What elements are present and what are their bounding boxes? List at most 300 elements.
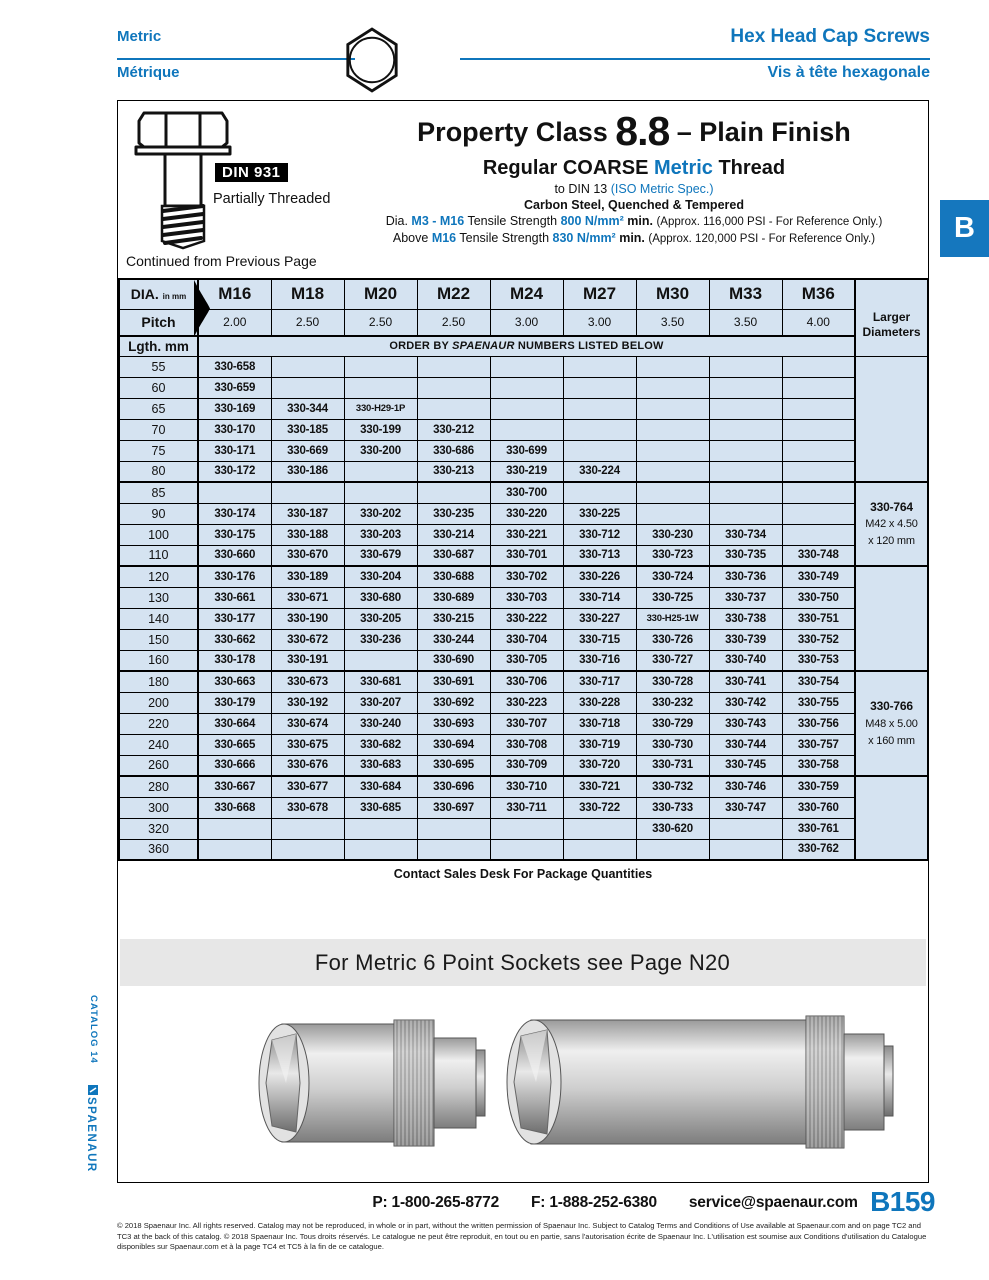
- part-number-cell: 330-709: [490, 755, 563, 776]
- empty-cell: [490, 398, 563, 419]
- part-number-cell: 330-726: [636, 629, 709, 650]
- part-number-cell: 330-175: [198, 524, 271, 545]
- product-heading: [330, 109, 938, 246]
- pitch-value: 3.00: [563, 309, 636, 336]
- empty-cell: [344, 377, 417, 398]
- header-metric-label: Metric: [117, 28, 162, 45]
- part-number-cell: 330-748: [782, 545, 855, 566]
- length-cell: 75: [119, 440, 198, 461]
- table-row: [119, 650, 928, 671]
- part-number-cell: 330-754: [782, 671, 855, 692]
- table-row: [119, 356, 928, 377]
- part-number-cell: 330-744: [709, 734, 782, 755]
- empty-cell: [636, 440, 709, 461]
- part-number-cell: 330-232: [636, 692, 709, 713]
- part-number-cell: 330-220: [490, 503, 563, 524]
- order-numbers-table: [118, 278, 929, 861]
- part-number-cell: 330-185: [271, 419, 344, 440]
- column-header: M30: [636, 279, 709, 309]
- length-cell: 320: [119, 818, 198, 839]
- part-number-cell: 330-701: [490, 545, 563, 566]
- part-number-cell: 330-689: [417, 587, 490, 608]
- empty-cell: [636, 461, 709, 482]
- empty-cell: [271, 482, 344, 503]
- length-cell: 300: [119, 797, 198, 818]
- column-header: M20: [344, 279, 417, 309]
- part-number-cell: 330-686: [417, 440, 490, 461]
- part-number-cell: 330-727: [636, 650, 709, 671]
- part-number-cell: 330-240: [344, 713, 417, 734]
- part-number-cell: 330-660: [198, 545, 271, 566]
- part-number-cell: 330-699: [490, 440, 563, 461]
- part-number-cell: 330-681: [344, 671, 417, 692]
- empty-cell: [271, 356, 344, 377]
- table-row: [119, 755, 928, 776]
- table-row: [119, 524, 928, 545]
- part-number-cell: 330-753: [782, 650, 855, 671]
- part-number-cell: 330-691: [417, 671, 490, 692]
- part-number-cell: 330-187: [271, 503, 344, 524]
- part-number-cell: 330-224: [563, 461, 636, 482]
- pitch-value: 3.00: [490, 309, 563, 336]
- table-row: [119, 377, 928, 398]
- heading-din13: to DIN 13 (ISO Metric Spec.): [554, 182, 714, 197]
- part-number-cell: 330-730: [636, 734, 709, 755]
- part-number-cell: 330-720: [563, 755, 636, 776]
- sockets-banner: [120, 939, 926, 986]
- pitch-value: 3.50: [636, 309, 709, 336]
- part-number-cell: 330-762: [782, 839, 855, 860]
- empty-cell: [490, 419, 563, 440]
- table-row: [119, 419, 928, 440]
- part-number-cell: 330-741: [709, 671, 782, 692]
- empty-cell: [709, 461, 782, 482]
- part-number-cell: 330-739: [709, 629, 782, 650]
- empty-cell: [709, 377, 782, 398]
- part-number-cell: 330-707: [490, 713, 563, 734]
- part-number-cell: 330-705: [490, 650, 563, 671]
- part-number-cell: 330-695: [417, 755, 490, 776]
- table-row: [119, 503, 928, 524]
- pitch-value: 3.50: [709, 309, 782, 336]
- empty-cell: [782, 524, 855, 545]
- order-by-note: ORDER BY SPAENAUR NUMBERS LISTED BELOW: [198, 336, 855, 356]
- empty-cell: [709, 440, 782, 461]
- part-number-cell: 330-664: [198, 713, 271, 734]
- fineprint-line: disponibles sur Spaenaur.com et à la page TC4 et TC5 à la fin de ce catalogue.: [117, 1242, 384, 1252]
- footer-phone: P: 1-800-265-8772: [372, 1194, 500, 1211]
- empty-cell: [636, 419, 709, 440]
- socket-image-short: [256, 1006, 488, 1166]
- part-number-cell: 330-684: [344, 776, 417, 797]
- empty-cell: [563, 818, 636, 839]
- part-number-cell: 330-170: [198, 419, 271, 440]
- length-cell: 120: [119, 566, 198, 587]
- part-number-cell: 330-740: [709, 650, 782, 671]
- empty-cell: [417, 818, 490, 839]
- empty-cell: [709, 356, 782, 377]
- bolt-illustration: [128, 107, 238, 258]
- part-number-cell: 330-759: [782, 776, 855, 797]
- empty-cell: [782, 482, 855, 503]
- part-number-cell: 330-752: [782, 629, 855, 650]
- part-number-cell: 330-742: [709, 692, 782, 713]
- pitch-value: 2.50: [344, 309, 417, 336]
- part-number-cell: 330-687: [417, 545, 490, 566]
- part-number-cell: 330-667: [198, 776, 271, 797]
- heading-title: Property Class 8.8 – Plain Finish: [417, 108, 851, 154]
- part-number-cell: 330-H25-1W: [636, 608, 709, 629]
- heading-thread: Regular COARSE Metric Thread: [482, 156, 786, 179]
- part-number-cell: 330-661: [198, 587, 271, 608]
- empty-cell: [636, 839, 709, 860]
- part-number-cell: 330-700: [490, 482, 563, 503]
- continued-note: Continued from Previous Page: [126, 253, 317, 269]
- part-number-cell: 330-670: [271, 545, 344, 566]
- table-row: [119, 608, 928, 629]
- length-cell: 100: [119, 524, 198, 545]
- table-row: [119, 566, 928, 587]
- column-header: M16: [198, 279, 271, 309]
- part-number-cell: 330-674: [271, 713, 344, 734]
- part-number-cell: 330-668: [198, 797, 271, 818]
- column-header: M18: [271, 279, 344, 309]
- part-number-cell: 330-693: [417, 713, 490, 734]
- part-number-cell: 330-737: [709, 587, 782, 608]
- part-number-cell: 330-172: [198, 461, 271, 482]
- part-number-cell: 330-189: [271, 566, 344, 587]
- empty-cell: [198, 482, 271, 503]
- empty-cell: [782, 398, 855, 419]
- part-number-cell: 330-750: [782, 587, 855, 608]
- heading-tensile-2: Above M16 Tensile Strength 830 N/mm² min. (Approx. 120,000 PSI - For Reference Only.): [392, 231, 876, 246]
- fineprint: [117, 1221, 930, 1253]
- table-row: [119, 713, 928, 734]
- empty-cell: [709, 419, 782, 440]
- part-number-cell: 330-174: [198, 503, 271, 524]
- part-number-cell: 330-227: [563, 608, 636, 629]
- part-number-cell: 330-203: [344, 524, 417, 545]
- part-number-cell: 330-733: [636, 797, 709, 818]
- heading-material: Carbon Steel, Quenched & Tempered: [524, 198, 744, 213]
- table-row: [119, 818, 928, 839]
- part-number-cell: 330-725: [636, 587, 709, 608]
- part-number-cell: 330-665: [198, 734, 271, 755]
- part-number-cell: 330-214: [417, 524, 490, 545]
- part-number-cell: 330-676: [271, 755, 344, 776]
- length-cell: 140: [119, 608, 198, 629]
- part-number-cell: 330-666: [198, 755, 271, 776]
- part-number-cell: 330-199: [344, 419, 417, 440]
- length-cell: 70: [119, 419, 198, 440]
- part-number-cell: 330-718: [563, 713, 636, 734]
- part-number-cell: 330-734: [709, 524, 782, 545]
- column-header: M27: [563, 279, 636, 309]
- table-row: [119, 398, 928, 419]
- pitch-value: 2.00: [198, 309, 271, 336]
- part-number-cell: 330-749: [782, 566, 855, 587]
- table-row: [119, 587, 928, 608]
- empty-cell: [490, 818, 563, 839]
- part-number-cell: 330-696: [417, 776, 490, 797]
- empty-cell: [563, 839, 636, 860]
- column-header: M24: [490, 279, 563, 309]
- empty-cell: [563, 440, 636, 461]
- larger-diameter-cell: [855, 356, 928, 482]
- part-number-cell: 330-732: [636, 776, 709, 797]
- table-row: [119, 839, 928, 860]
- part-number-cell: 330-738: [709, 608, 782, 629]
- empty-cell: [344, 482, 417, 503]
- part-number-cell: 330-225: [563, 503, 636, 524]
- footer-email: service@spaenaur.com: [688, 1194, 858, 1211]
- table-row: [119, 440, 928, 461]
- hex-bolt-head-icon: [343, 26, 401, 99]
- part-number-cell: 330-169: [198, 398, 271, 419]
- part-number-cell: 330-663: [198, 671, 271, 692]
- part-number-cell: 330-717: [563, 671, 636, 692]
- empty-cell: [782, 440, 855, 461]
- length-cell: 220: [119, 713, 198, 734]
- empty-cell: [417, 482, 490, 503]
- page-number: B159: [870, 1186, 935, 1217]
- empty-cell: [271, 818, 344, 839]
- heading-tensile-1: Dia. M3 - M16 Tensile Strength 800 N/mm² min. (Approx. 116,000 PSI - For Reference Only.): [385, 214, 883, 229]
- empty-cell: [271, 839, 344, 860]
- part-number-cell: 330-207: [344, 692, 417, 713]
- part-number-cell: 330-176: [198, 566, 271, 587]
- length-cell: 80: [119, 461, 198, 482]
- table-row: [119, 482, 928, 503]
- column-header: M22: [417, 279, 490, 309]
- property-class-value: 8.8: [615, 108, 670, 154]
- content-box: [117, 100, 929, 1183]
- part-number-cell: 330-205: [344, 608, 417, 629]
- empty-cell: [344, 818, 417, 839]
- part-number-cell: 330-200: [344, 440, 417, 461]
- part-number-cell: 330-244: [417, 629, 490, 650]
- empty-cell: [709, 482, 782, 503]
- table-row: [119, 671, 928, 692]
- part-number-cell: 330-745: [709, 755, 782, 776]
- header-metrique-label: Métrique: [117, 64, 180, 81]
- part-number-cell: 330-723: [636, 545, 709, 566]
- length-cell: 150: [119, 629, 198, 650]
- part-number-cell: 330-746: [709, 776, 782, 797]
- length-cell: 110: [119, 545, 198, 566]
- part-number-cell: 330-669: [271, 440, 344, 461]
- part-number-cell: 330-171: [198, 440, 271, 461]
- empty-cell: [490, 356, 563, 377]
- part-number-cell: 330-724: [636, 566, 709, 587]
- empty-cell: [490, 377, 563, 398]
- part-number-cell: 330-688: [417, 566, 490, 587]
- empty-cell: [563, 356, 636, 377]
- part-number-cell: 330-728: [636, 671, 709, 692]
- larger-diameter-cell: 330-766 M48 x 5.00 x 160 mm: [855, 671, 928, 776]
- part-number-cell: 330-678: [271, 797, 344, 818]
- table-row: [119, 461, 928, 482]
- part-number-cell: 330-186: [271, 461, 344, 482]
- part-number-cell: 330-714: [563, 587, 636, 608]
- part-number-cell: 330-190: [271, 608, 344, 629]
- part-number-cell: 330-192: [271, 692, 344, 713]
- part-number-cell: 330-620: [636, 818, 709, 839]
- larger-diameter-cell: [855, 776, 928, 860]
- empty-cell: [344, 461, 417, 482]
- contact-sales-note: Contact Sales Desk For Package Quantities: [393, 867, 653, 881]
- pitch-value: 2.50: [271, 309, 344, 336]
- part-number-cell: 330-188: [271, 524, 344, 545]
- part-number-cell: 330-H29-1P: [344, 398, 417, 419]
- larger-diameter-cell: [855, 566, 928, 671]
- section-tab-b: B: [940, 200, 989, 257]
- part-number-cell: 330-710: [490, 776, 563, 797]
- part-number-cell: 330-743: [709, 713, 782, 734]
- pitch-header-row: [119, 309, 928, 336]
- part-number-cell: 330-179: [198, 692, 271, 713]
- part-number-cell: 330-729: [636, 713, 709, 734]
- empty-cell: [782, 356, 855, 377]
- empty-cell: [782, 503, 855, 524]
- pitch-value: 4.00: [782, 309, 855, 336]
- part-number-cell: 330-758: [782, 755, 855, 776]
- empty-cell: [417, 398, 490, 419]
- part-number-cell: 330-219: [490, 461, 563, 482]
- part-number-cell: 330-715: [563, 629, 636, 650]
- part-number-cell: 330-658: [198, 356, 271, 377]
- part-number-cell: 330-675: [271, 734, 344, 755]
- empty-cell: [490, 839, 563, 860]
- fineprint-line: © 2018 Spaenaur Inc. All rights reserved. Catalog may not be reproduced, in whole or in part, without the written permission of Spaenaur Inc. Subject to Catalog Terms and Conditions of Use available at Spaenaur.com and on page TC2 and: [117, 1221, 921, 1230]
- part-number-cell: 330-230: [636, 524, 709, 545]
- order-by-row: [119, 336, 928, 356]
- header-rule-left: [117, 58, 355, 60]
- part-number-cell: 330-731: [636, 755, 709, 776]
- length-cell: 260: [119, 755, 198, 776]
- empty-cell: [563, 482, 636, 503]
- part-number-cell: 330-191: [271, 650, 344, 671]
- length-cell: 55: [119, 356, 198, 377]
- part-number-cell: 330-671: [271, 587, 344, 608]
- part-number-cell: 330-735: [709, 545, 782, 566]
- empty-cell: [417, 839, 490, 860]
- part-number-cell: 330-708: [490, 734, 563, 755]
- part-number-cell: 330-711: [490, 797, 563, 818]
- part-number-cell: 330-690: [417, 650, 490, 671]
- part-number-cell: 330-177: [198, 608, 271, 629]
- empty-cell: [344, 650, 417, 671]
- wedge-arrow-icon: [194, 280, 214, 342]
- dia-header-cell: DIA. in mm: [119, 279, 198, 309]
- empty-cell: [782, 377, 855, 398]
- empty-cell: [636, 398, 709, 419]
- din-standard-badge: DIN 931: [215, 163, 288, 182]
- empty-cell: [636, 482, 709, 503]
- pitch-value: 2.50: [417, 309, 490, 336]
- column-header: M36: [782, 279, 855, 309]
- part-number-cell: 330-713: [563, 545, 636, 566]
- table-row: [119, 734, 928, 755]
- empty-cell: [709, 818, 782, 839]
- table-row: [119, 692, 928, 713]
- page-title-en: Hex Head Cap Screws: [730, 26, 930, 47]
- part-number-cell: 330-235: [417, 503, 490, 524]
- empty-cell: [344, 356, 417, 377]
- part-number-cell: 330-757: [782, 734, 855, 755]
- empty-cell: [563, 377, 636, 398]
- empty-cell: [709, 503, 782, 524]
- empty-cell: [636, 377, 709, 398]
- empty-cell: [563, 398, 636, 419]
- part-number-cell: 330-756: [782, 713, 855, 734]
- empty-cell: [271, 377, 344, 398]
- empty-cell: [417, 356, 490, 377]
- sidebar-catalog-label: CATALOG 14: [88, 995, 99, 1064]
- part-number-cell: 330-213: [417, 461, 490, 482]
- order-table-body: [119, 356, 928, 860]
- column-header: M33: [709, 279, 782, 309]
- part-number-cell: 330-694: [417, 734, 490, 755]
- empty-cell: [709, 839, 782, 860]
- part-number-cell: 330-716: [563, 650, 636, 671]
- part-number-cell: 330-204: [344, 566, 417, 587]
- part-number-cell: 330-222: [490, 608, 563, 629]
- part-number-cell: 330-760: [782, 797, 855, 818]
- length-cell: 240: [119, 734, 198, 755]
- part-number-cell: 330-673: [271, 671, 344, 692]
- part-number-cell: 330-706: [490, 671, 563, 692]
- empty-cell: [636, 356, 709, 377]
- part-number-cell: 330-721: [563, 776, 636, 797]
- part-number-cell: 330-703: [490, 587, 563, 608]
- part-number-cell: 330-215: [417, 608, 490, 629]
- part-number-cell: 330-697: [417, 797, 490, 818]
- part-number-cell: 330-662: [198, 629, 271, 650]
- part-number-cell: 330-682: [344, 734, 417, 755]
- part-number-cell: 330-178: [198, 650, 271, 671]
- empty-cell: [782, 419, 855, 440]
- page-title-fr: Vis à tête hexagonale: [767, 64, 930, 81]
- pitch-label-cell: Pitch: [119, 309, 198, 336]
- socket-image-deep: [501, 1004, 901, 1167]
- sidebar-brand-label: SPAENAUR: [85, 1097, 97, 1173]
- part-number-cell: 330-761: [782, 818, 855, 839]
- length-cell: 60: [119, 377, 198, 398]
- empty-cell: [636, 503, 709, 524]
- footer-fax: F: 1-888-252-6380: [531, 1194, 657, 1211]
- part-number-cell: 330-228: [563, 692, 636, 713]
- part-number-cell: 330-751: [782, 608, 855, 629]
- part-number-cell: 330-712: [563, 524, 636, 545]
- empty-cell: [198, 839, 271, 860]
- diameter-header-row: [119, 279, 928, 309]
- part-number-cell: 330-704: [490, 629, 563, 650]
- part-number-cell: 330-344: [271, 398, 344, 419]
- part-number-cell: 330-672: [271, 629, 344, 650]
- part-number-cell: 330-202: [344, 503, 417, 524]
- empty-cell: [198, 818, 271, 839]
- header-rule-right: [460, 58, 930, 60]
- part-number-cell: 330-226: [563, 566, 636, 587]
- part-number-cell: 330-680: [344, 587, 417, 608]
- empty-cell: [417, 377, 490, 398]
- empty-cell: [563, 419, 636, 440]
- sockets-banner-text: For Metric 6 Point Sockets see Page N20: [314, 949, 731, 975]
- length-cell: 65: [119, 398, 198, 419]
- empty-cell: [344, 839, 417, 860]
- part-number-cell: 330-755: [782, 692, 855, 713]
